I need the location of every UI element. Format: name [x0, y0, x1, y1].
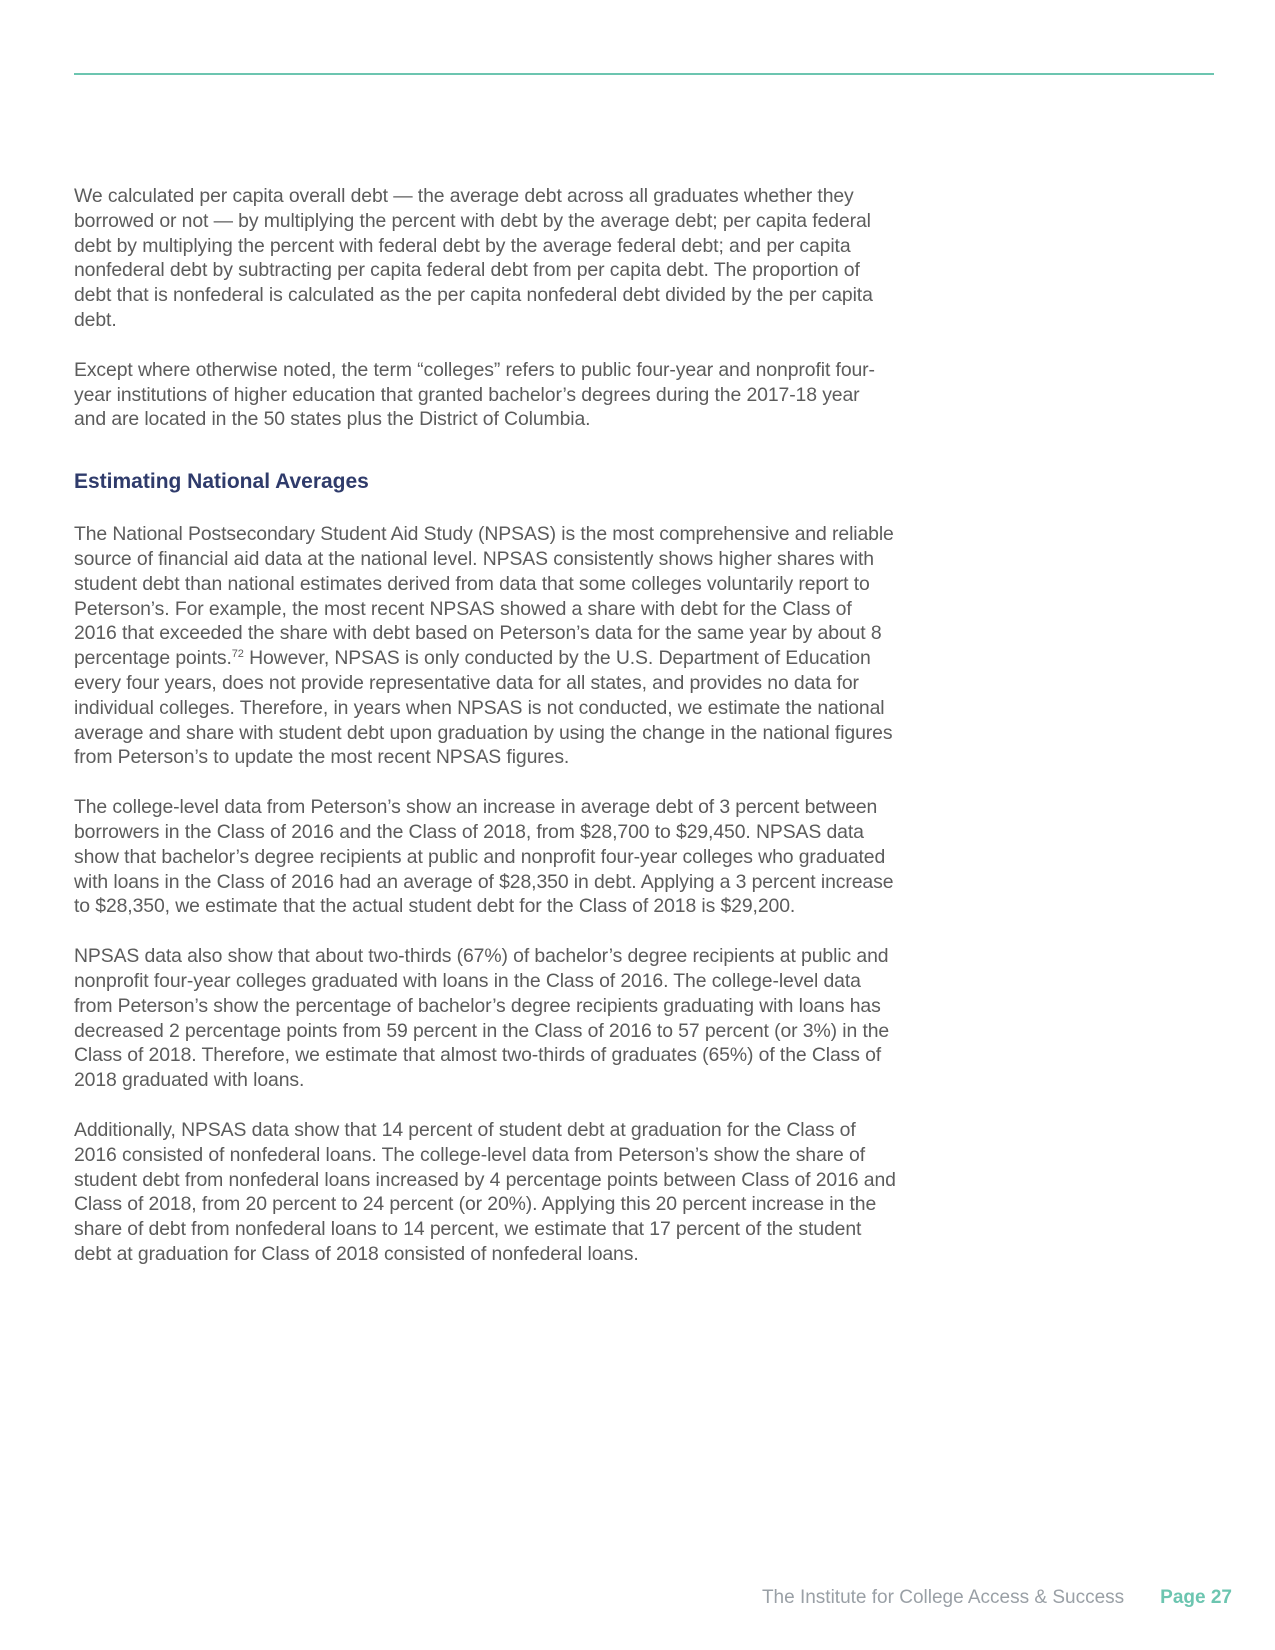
- page-content: [74, 184, 896, 1292]
- footnote-reference[interactable]: 72: [231, 648, 244, 661]
- paragraph-nonfederal-loans: Additionally, NPSAS data show that 14 percent of student debt at graduation for the Class of 2016 consisted of nonfederal loans. The college-level data from Peterson’s show the share of student debt from nonfederal loans increased by 4 percentage points between Class of 2016 and Class of 2018, from 20 percent to 24 percent (or 20%). Applying this 20 percent increase in the share of debt from nonfederal loans to 14 percent, we estimate that 17 percent of the student debt at graduation for Class of 2018 consisted of nonfederal loans.: [74, 1118, 896, 1265]
- page-number: Page 27: [1160, 1587, 1232, 1608]
- paragraph-npsas-text-a: The National Postsecondary Student Aid Study (NPSAS) is the most comprehensive and reliable source of financial aid data at the national level. NPSAS consistently shows higher shares with student debt than national estimates derived from data that some colleges voluntarily report to Peterson’s. For example, the most recent NPSAS showed a share with debt for the Class of 2016 that exceeded the share with debt based on Peterson’s data for the same year by about 8 percentage points.: [74, 523, 894, 670]
- paragraph-average-debt: The college-level data from Peterson’s show an increase in average debt of 3 percent between borrowers in the Class of 2016 and the Class of 2018, from $28,700 to $29,450. NPSAS data show that bachelor’s degree recipients at public and nonprofit four-year colleges who graduated with loans in the Class of 2016 had an average of $28,350 in debt. Applying a 3 percent increase to $28,350, we estimate that the actual student debt for the Class of 2018 is $29,200.: [74, 796, 894, 918]
- paragraph-share-with-loans: NPSAS data also show that about two-thirds (67%) of bachelor’s degree recipients at public and nonprofit four-year colleges graduated with loans in the Class of 2016. The college-level data from Peterson’s show the percentage of bachelor’s degree recipients graduating with loans has decreased 2 percentage points from 59 percent in the Class of 2016 to 57 percent (or 3%) in the Class of 2018. Therefore, we estimate that almost two-thirds of graduates (65%) of the Class of 2018 graduated with loans.: [74, 945, 890, 1092]
- paragraph-colleges-definition: Except where otherwise noted, the term “colleges” refers to public four-year and nonprofit four-year institutions of higher education that granted bachelor’s degrees during the 2017-18 year and are located in the 50 states plus the District of Columbia.: [74, 358, 875, 431]
- paragraph-npsas-overview: [74, 522, 896, 770]
- paragraph-per-capita-debt: We calculated per capita overall debt — the average debt across all graduates whether they borrowed or not — by multiplying the percent with debt by the average debt; per capita federal debt by multiplying the percent with federal debt by the average federal debt; and per capita nonfederal debt by subtracting per capita federal debt from per capita debt. The proportion of debt that is nonfederal is calculated as the per capita nonfederal debt divided by the per capita debt.: [74, 185, 873, 331]
- page-footer: [762, 1586, 1232, 1610]
- section-heading: Estimating National Averages: [74, 470, 369, 494]
- header-rule: [74, 73, 1214, 75]
- paragraph-npsas-text-b: However, NPSAS is only conducted by the U.S. Department of Education every four years, does not provide representative data for all states, and provides no data for individual colleges. Therefore, in years when NPSAS is not conducted, we estimate the national average and share with student debt upon graduation by using the change in the national figures from Peterson’s to update the most recent NPSAS figures.: [74, 647, 893, 769]
- footer-organization: The Institute for College Access & Success: [761, 1587, 1125, 1608]
